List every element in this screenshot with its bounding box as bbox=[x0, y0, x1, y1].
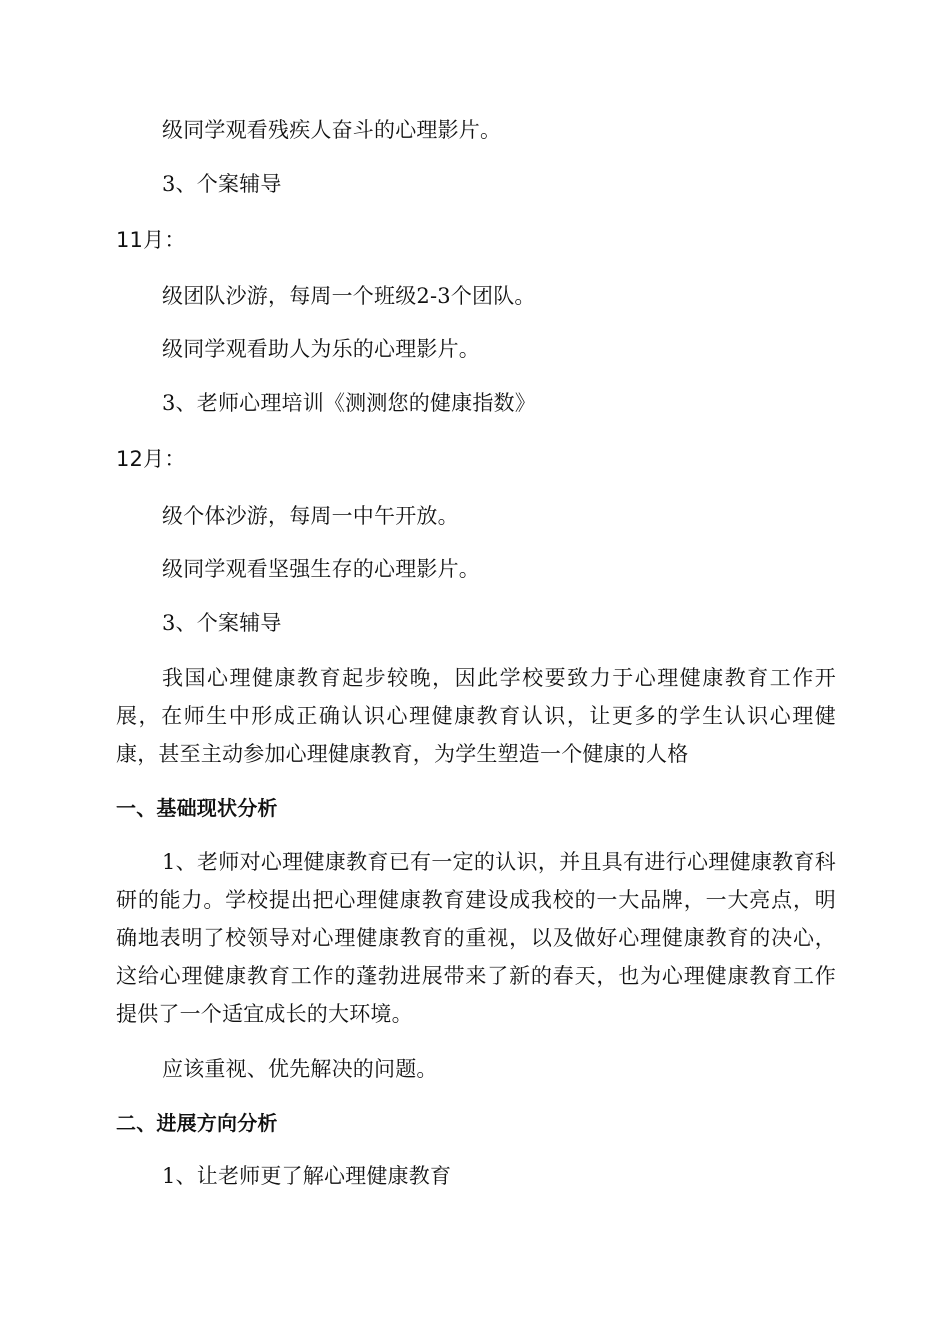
section-heading: 二、进展方向分析 bbox=[116, 1111, 278, 1135]
body-paragraph: 1、老师对心理健康教育已有一定的认识，并且具有进行心理健康教育科研的能力。学校提出把心理健康教育建设成我校的一大品牌，一大亮点，明确地表明了校领导对心理健康教育的重视，以及做好心理健康教育的决心，这给心理健康教育工作的蓬勃进展带来了新的春天，也为心理健康教育工作提供了一个适宜成长的大环境。 bbox=[116, 850, 836, 1026]
text-line: 1、让老师更了解心理健康教育 bbox=[162, 1164, 452, 1188]
text-line: 级团队沙游，每周一个班级2-3个团队。 bbox=[162, 284, 536, 308]
intro-paragraph: 我国心理健康教育起步较晚，因此学校要致力于心理健康教育工作开展，在师生中形成正确认识心理健康教育认识，让更多的学生认识心理健康，甚至主动参加心理健康教育，为学生塑造一个健康的人格 bbox=[116, 666, 836, 766]
text-line: 级个体沙游，每周一中午开放。 bbox=[162, 504, 459, 528]
month-label: 11月： bbox=[116, 228, 186, 252]
text-line: 级同学观看助人为乐的心理影片。 bbox=[162, 337, 480, 361]
month-label: 12月： bbox=[116, 447, 186, 471]
text-line: 应该重视、优先解决的问题。 bbox=[162, 1057, 438, 1081]
text-line: 级同学观看残疾人奋斗的心理影片。 bbox=[162, 118, 502, 142]
text-line: 3、个案辅导 bbox=[162, 172, 282, 196]
text-line: 3、个案辅导 bbox=[162, 611, 282, 635]
text-line: 3、老师心理培训《测测您的健康指数》 bbox=[162, 391, 536, 415]
section-heading: 一、基础现状分析 bbox=[116, 796, 278, 820]
text-line: 级同学观看坚强生存的心理影片。 bbox=[162, 557, 480, 581]
